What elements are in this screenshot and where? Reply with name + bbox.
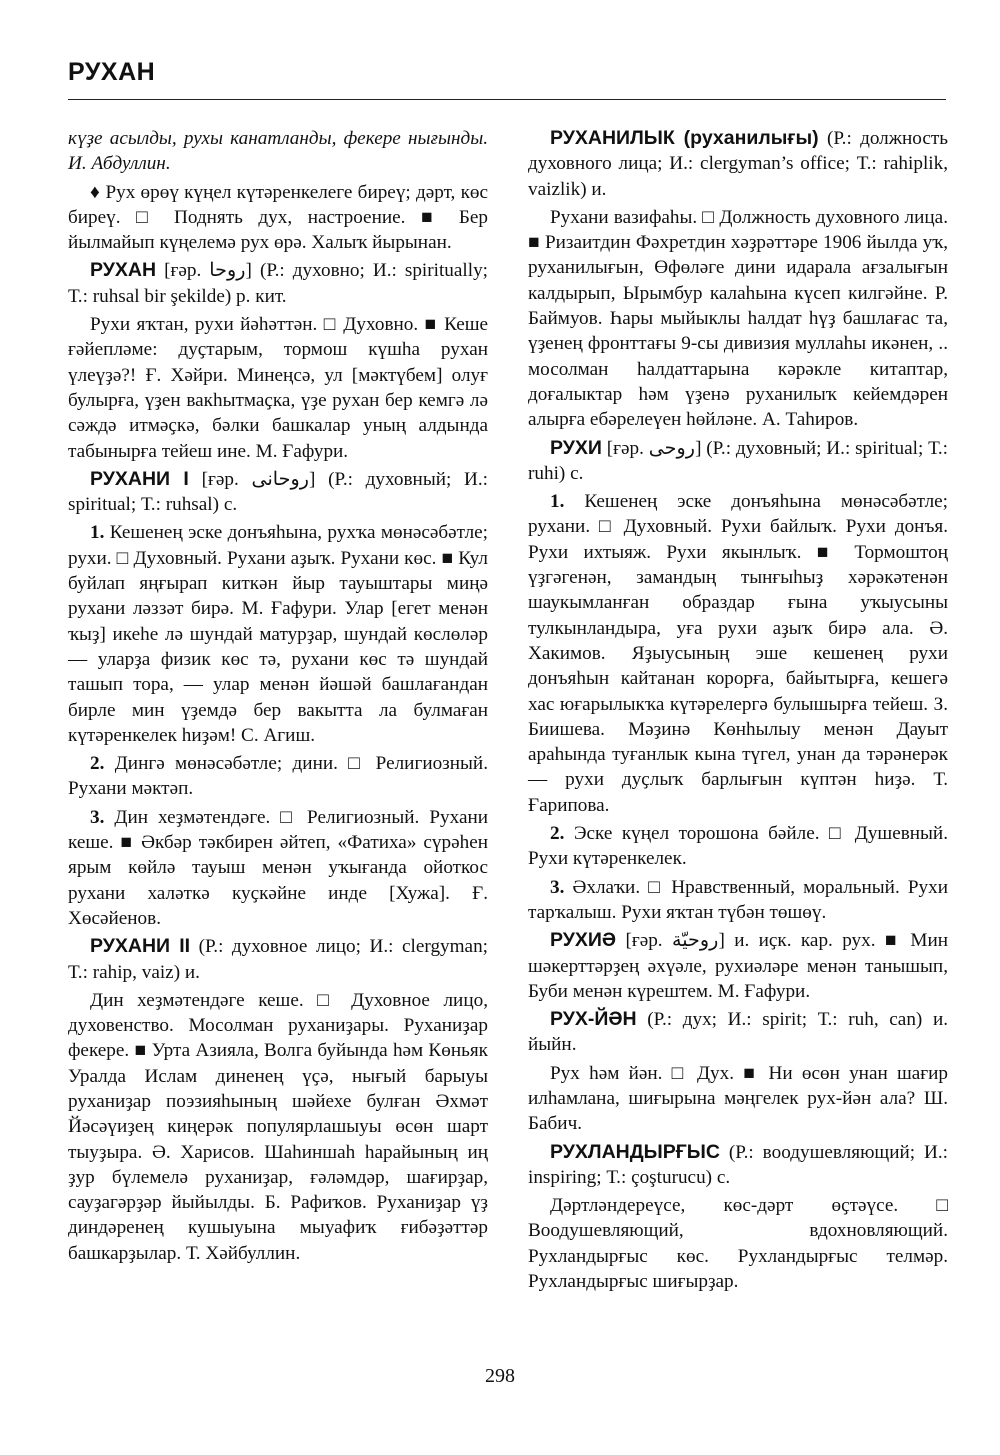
usage-example: күҙе асылды, рухы канатланды, фекере нығынды. И. Абдуллин. [68, 128, 488, 175]
entry-headword: РУХЛАНДЫРҒЫС [550, 1140, 720, 1163]
dictionary-entry [528, 126, 948, 202]
page-number: 298 [485, 1365, 515, 1387]
sense-number: 3. [90, 806, 105, 828]
definition-text: Дингә мөнәсәбәтле; дини. □ Религиозный. Рухани мәктәп. [68, 753, 488, 800]
entry-etymology: (Р.: духовное лицо; И.: clergyman; Т.: rahip, vaiz) и. [68, 936, 488, 983]
dictionary-entry [528, 928, 948, 1004]
definition-text: Кешенең эске донъяһына мөнәсәбәтле; рухани. □ Духовный. Рухи байлыҡ. Рухи донъя. Рухи ихтыяж. Рухи якынлыҡ. ■ Тормоштоң үҙгәгенән, замандың тынғыһыҙ хәрәкәтенән шаукымланған образдар ғына уҡыусыны тулкынландыра, уға рухи аҙыҡ бирә ала. Ә. Хакимов. Яҙыусының эше кешенең рухи донъяһын кайтанан корорға, байытырға, кешегә хас юғарылыкҡа күтәрелергә булышырға тейеш. З. Биишева. Мәҙинә Көнһылыу менән Дауыт араһында туғанлык кына түгел, унан да тәрәнерәк — рухи дуҫлыҡ барлығын күптән һиҙә. Т. Ғарипова. [528, 491, 949, 816]
dictionary-entry [68, 934, 488, 985]
entry-etymology: [ғәр. روحانى] (Р.: духовный; И.: spiritual; Т.: ruhsal) с. [68, 468, 489, 516]
entry-etymology: [ғәр. روحى] (Р.: духовный; И.: spiritual; Т.: ruhi) с. [528, 437, 949, 484]
entry-headword: РУХАНИ II [90, 935, 191, 958]
sense-number: 1. [90, 522, 105, 544]
sense-definition [68, 805, 488, 931]
sense-definition [68, 312, 488, 464]
sense-definition [528, 205, 948, 433]
sense-number: 2. [90, 753, 105, 775]
sense-definition [68, 988, 488, 1266]
definition-text: Дәртләндереүсе, көс-дәрт өҫтәүсе. □ Воодушевляющий, вдохновляющий. Рухландырғыс көс. Рухландырғыс телмәр. Рухландырғыс шиғырҙар. [528, 1195, 948, 1293]
sense-definition [528, 1061, 948, 1137]
definition-text: ♦ Рух өрөү күңел күтәренкелеге биреү; дәрт, көс биреү. □ Поднять дух, настроение. ■ Бер йылмайып күңелемә рух өрә. Халыҡ йырынан. [68, 181, 488, 254]
definition-text: Рухи яҡтан, рухи йәһәттән. □ Духовно. ■ Кеше ғәйепләме: дуҫтарым, тормош күшһа рухан үлеүҙә?! Ғ. Хәйри. Минеңсә, ул [мәктүбем] олуғ булырға, үҙен вакһытмаҫка, үҙе рухан бер кемгә лә сәждә итмәҫкә, бәлки башкалар уның алдында табынырға тейеш ине. М. Ғафури. [68, 314, 488, 462]
definition-text: Дин хеҙмәтендәге кеше. □ Духовное лицо, духовенство. Мосолман руханиҙары. Руханиҙар фекере. ■ Урта Азияла, Волга буйында һәм Көньяк Уралда Ислам диненең үҫә, нығый барыуы руханиҙар поэзияһының шәйехе булған Әхмәт Йәсәүиҙең киңерәк популярлашыуы өсөн шарт тыуҙыра. Ә. Харисов. Шаһиншаһ һарайының иң ҙур бүлемелә руханиҙар, ғәләмдәр, шағирҙар, сауҙагәрҙәр йыйылды. Б. Рафиҡов. Руханиҙар үҙ диндәренең кушыуына мыуафиҡ ғибәҙәттәр башкарҙылар. Т. Хәйбуллин. [68, 989, 488, 1264]
running-head: РУХАН [68, 58, 156, 86]
definition-text: Дин хеҙмәтендәге. □ Религиозный. Рухани кеше. ■ Әкбәр тәкбирен әйтеп, «Фатиха» сүрәһен ярым көйлә тауыш менән уҡығанда ойоткос рухани халәткә куҫкәйне инде [Хужа]. Ғ. Хөсәйенов. [68, 806, 489, 929]
phrase-definition [68, 180, 488, 256]
entry-etymology: [ғәр. روحا] (Р.: духовно; И.: spiritually; Т.: ruhsal bir şekilde) р. кит. [68, 260, 489, 307]
entry-headword: РУХ-ЙӘН [550, 1008, 637, 1031]
entry-etymology: [ғәр. روحيّة] и. иҫк. кар. рух. ■ Мин шәкерттәрҙең әхүәле, рухиәләре менән танышып, Буби менән күрештем. М. Ғафури. [528, 930, 949, 1002]
sense-definition [528, 875, 948, 926]
entry-headword: РУХИӘ [550, 929, 617, 952]
sense-definition [68, 751, 488, 802]
entry-headword: РУХАН [90, 259, 157, 282]
entry-etymology: (Р.: дух; И.: spirit; Т.: ruh, can) и. йыйн. [528, 1009, 949, 1056]
sense-number: 1. [550, 491, 565, 513]
entry-headword: РУХАНИ I [90, 467, 189, 490]
right-column [528, 126, 948, 1297]
sense-number: 2. [550, 823, 565, 845]
definition-text: Рухани вазифаһы. □ Должность духовного лица. ■ Ризаитдин Фәхретдин хәҙрәттәре 1906 йылда уҡ, руханилығын, Өфөләге дини идарала ағзалығын калдырып, Ырымбур калаһына күсеп килгәйне. Р. Баймуов. Һары мыйыклы һалдат һүҙ башлағас та, үҙенең фронттағы 9-сы дивизия муллаһы икәнен, .. мосолман һалдаттарына кәрәкле китаптар, доғалыктар һәм үҙенә руханилыҡ кейемдәрен алырға ебәрелеүен һөйләне. А. Таһиров. [528, 206, 948, 431]
sense-definition [528, 489, 948, 818]
definition-text: Рух һәм йән. □ Дух. ■ Ни өсөн унан шағир илһамлана, шиғырына мәңгелек рух-йән ала? Ш. Бабич. [528, 1062, 948, 1135]
entry-headword: РУХАНИЛЫК (руханилығы) [550, 127, 819, 149]
dictionary-entry [528, 436, 948, 487]
sense-definition [528, 821, 948, 872]
dictionary-entry [528, 1007, 948, 1058]
definition-text: Әхлаҡи. □ Нравственный, моральный. Рухи тарҡалыш. Рухи яҡтан түбән төшөү. [528, 876, 948, 923]
sense-definition [528, 1193, 948, 1294]
header-rule [68, 99, 946, 100]
entry-etymology: (Р.: должность духовного лица; И.: clergyman’s office; Т.: rahiplik, vaizlik) и. [528, 128, 949, 200]
entry-etymology: (Р.: воодушевляющий; И.: inspiring; Т.: çoşturucu) с. [528, 1141, 949, 1188]
dictionary-entry [68, 258, 488, 309]
sense-number: 3. [550, 876, 565, 898]
dictionary-entry [68, 467, 488, 518]
left-column [68, 126, 488, 1269]
page-header [68, 58, 946, 87]
definition-text: Эске күңел торошона бәйле. □ Душевный. Рухи күтәренкелек. [528, 823, 949, 870]
sense-definition [68, 520, 488, 748]
definition-text: Кешенең эске донъяһына, рухҡа мөнәсәбәтле; рухи. □ Духовный. Рухани аҙыҡ. Рухани көс. ■ Кул буйлап яңғырап киткән йыр тауыштары миңә рухани ләззәт бирә. М. Ғафури. Улар [егет менән ҡыҙ] икеһе лә шундай матурҙар, шундай көслөләр — уларҙа физик көс тә, рухани көс тә шундай ташып тора, — улар менән йәшәй башлағандан бирле мин үҙемдә бер вакытта ла булмаған күтәренкелек һиҙәм! С. Агиш. [68, 522, 489, 746]
entry-headword: РУХИ [550, 436, 602, 459]
dictionary-entry [528, 1140, 948, 1191]
